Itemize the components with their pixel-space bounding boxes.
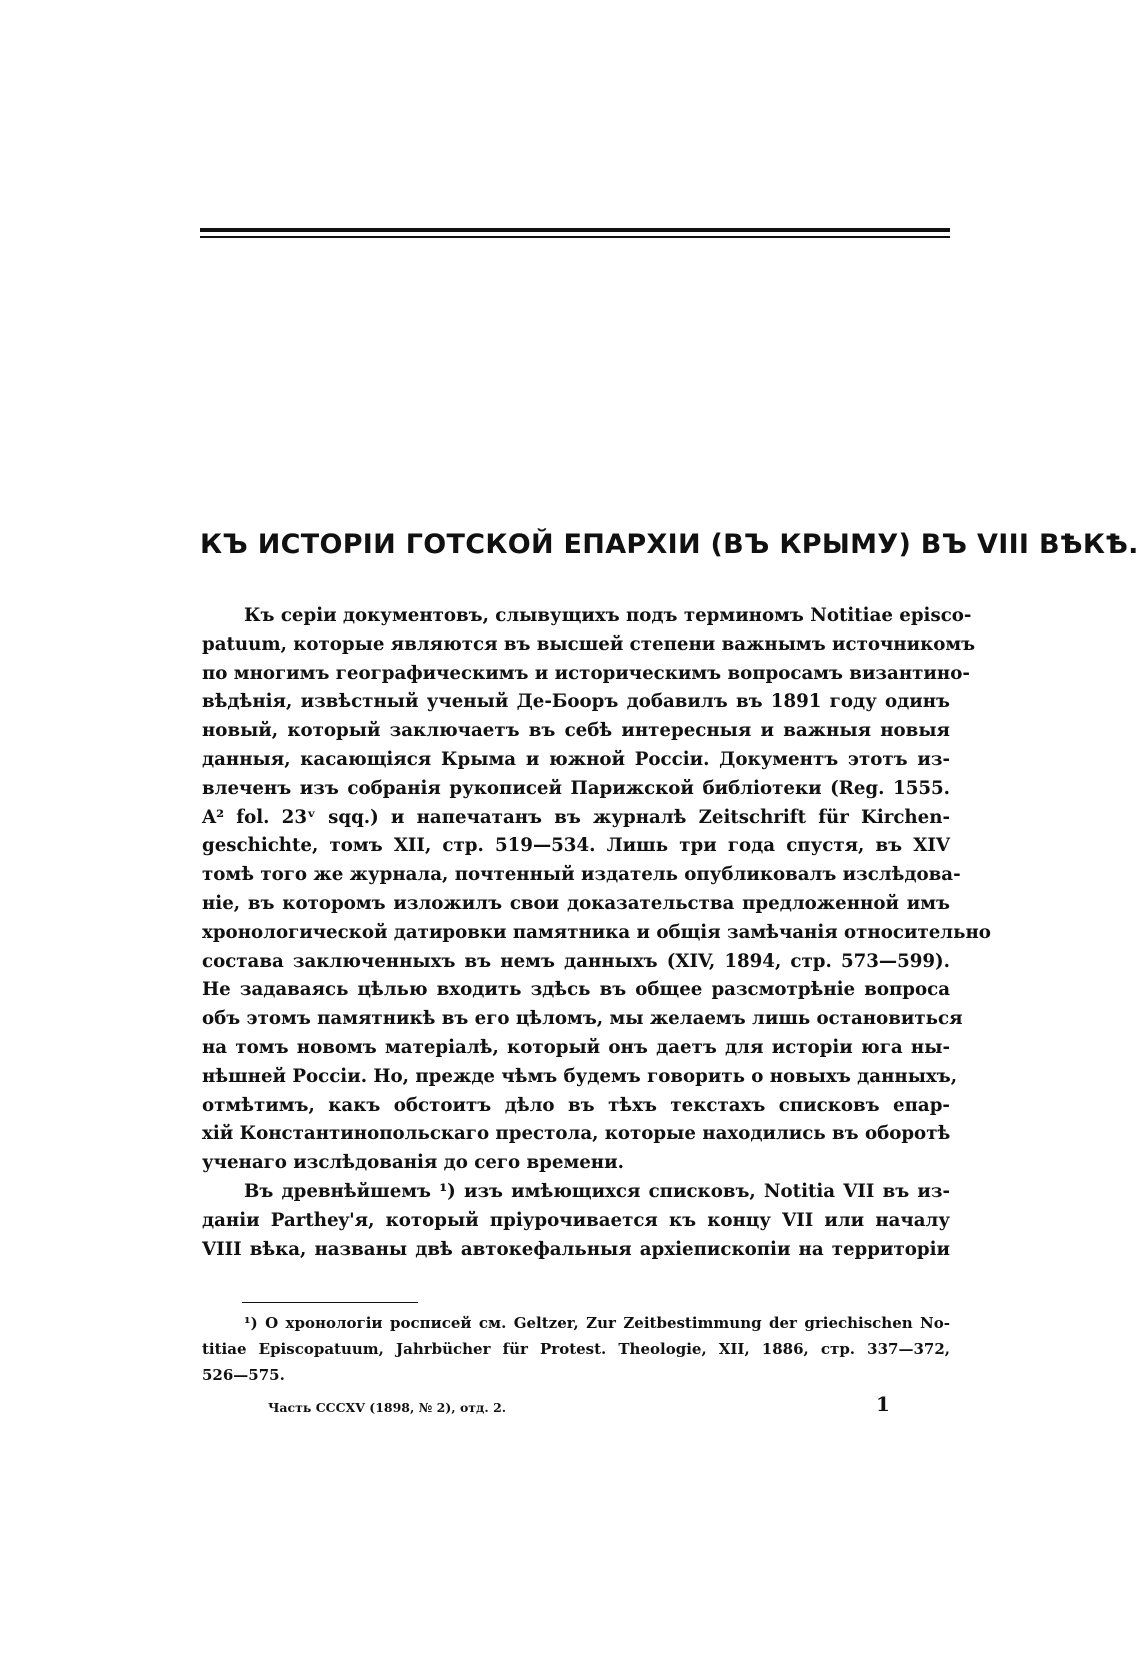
footnote-line: 526—575. xyxy=(202,1366,285,1384)
text-line: нѣшней Россіи. Но, прежде чѣмъ будемъ говорить о новыхъ данныхъ, xyxy=(202,1065,958,1087)
text-line: объ этомъ памятникѣ въ его цѣломъ, мы желаемъ лишь остановиться xyxy=(202,1008,963,1030)
footnote-line: ¹) О хронологіи росписей см. Geltzer, Zur Zeitbestimmung der griechischen No- xyxy=(244,1314,950,1332)
text-line: Въ древнѣйшемъ ¹) изъ имѣющихся списковъ, Notitia VII въ из- xyxy=(244,1180,950,1202)
text-line: влеченъ изъ собранія рукописей Парижской библіотеки (Reg. 1555. xyxy=(202,777,950,799)
header-rule-thin xyxy=(200,236,950,238)
text-line: отмѣтимъ, какъ обстоитъ дѣло въ тѣхъ текстахъ списковъ епар- xyxy=(202,1094,950,1116)
text-line: хронологической датировки памятника и общія замѣчанія относительно xyxy=(202,921,991,943)
text-line: VIII вѣка, названы двѣ автокефальныя архіепископіи на территоріи xyxy=(202,1238,950,1260)
printer-signature: Часть CCCXV (1898, № 2), отд. 2. xyxy=(268,1400,507,1415)
header-rule-thick xyxy=(200,228,950,232)
text-line: вѣдѣнія, извѣстный ученый Де-Бооръ добавилъ въ 1891 году одинъ xyxy=(202,691,950,713)
text-line: хій Константинопольскаго престола, которые находились въ оборотѣ xyxy=(202,1123,951,1145)
footnote-divider xyxy=(242,1302,418,1303)
text-line: новый, который заключаетъ въ себѣ интересныя и важныя новыя xyxy=(202,720,950,742)
text-line: Не задаваясь цѣлью входить здѣсь въ общее разсмотрѣніе вопроса xyxy=(202,979,950,1001)
text-line: patuum, которые являются въ высшей степени важнымъ источникомъ xyxy=(202,633,976,655)
text-line: даніи Parthey'я, который пріурочивается къ концу VII или началу xyxy=(202,1209,950,1231)
text-line: ніе, въ которомъ изложилъ свои доказательства предложенной имъ xyxy=(202,892,950,914)
footnote xyxy=(202,1310,950,1388)
footnote-line: titiae Episcopatuum, Jahrbücher für Protest. Theologie, XII, 1886, стр. 337—372, xyxy=(202,1340,950,1358)
text-line: Къ серіи документовъ, слывущихъ подъ терминомъ Notitiae episco- xyxy=(244,605,972,626)
text-line: томѣ того же журнала, почтенный издатель опубликовалъ изслѣдова- xyxy=(202,864,961,886)
article-title: КЪ ИСТОРІИ ГОТСКОЙ ЕПАРХІИ (ВЪ КРЫМУ) ВЪ VIII ВѢКѢ. xyxy=(200,529,1139,560)
text-line: A² fol. 23ᵛ sqq.) и напечатанъ въ журналѣ Zeitschrift für Kirchen- xyxy=(202,806,950,828)
text-line: ученаго изслѣдованія до сего времени. xyxy=(202,1152,624,1174)
text-line: по многимъ географическимъ и историческимъ вопросамъ византино- xyxy=(202,662,970,684)
text-line: на томъ новомъ матеріалѣ, который онъ даетъ для исторіи юга ны- xyxy=(202,1036,950,1058)
article-body xyxy=(202,602,991,1264)
text-line: состава заключенныхъ въ немъ данныхъ (XIV, 1894, стр. 573—599). xyxy=(202,950,950,972)
text-line: данныя, касающіяся Крыма и южной Россіи. Документъ этотъ из- xyxy=(202,748,950,770)
text-line: geschichte, томъ XII, стр. 519—534. Лишь три года спустя, въ XIV xyxy=(202,835,950,857)
page-number: 1 xyxy=(876,1392,890,1416)
